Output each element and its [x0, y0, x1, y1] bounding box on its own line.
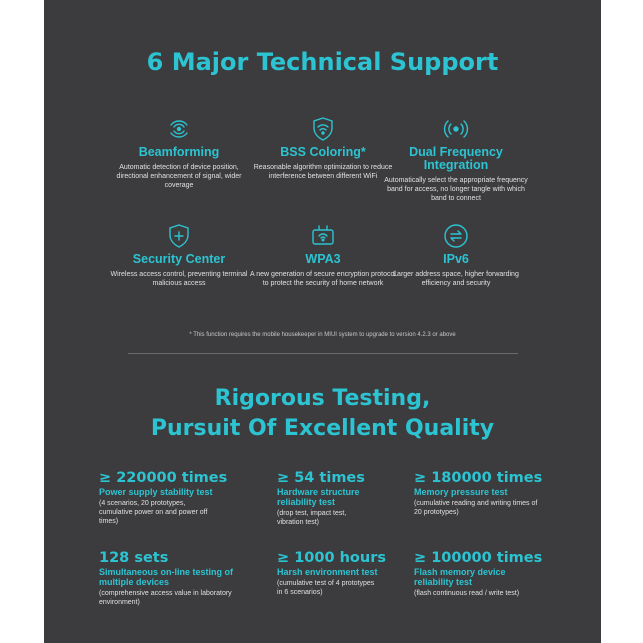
feature-bss-coloring	[248, 116, 398, 181]
feature-security-center	[104, 223, 254, 288]
stat-harsh-environment	[277, 550, 407, 597]
feature-desc: Wireless access control, preventing terminal malicious access	[110, 271, 248, 287]
beamforming-icon	[166, 116, 192, 142]
stat-value: ≥ 1000 hours	[277, 550, 386, 566]
stat-label: Harsh environment test	[277, 567, 378, 577]
feature-ipv6	[381, 223, 531, 288]
stat-value: 128 sets	[99, 550, 169, 566]
stat-value: ≥ 100000 times	[414, 550, 543, 566]
feature-title: Dual Frequency Integration	[409, 145, 503, 172]
stat-desc: (flash continuous read / write test)	[414, 590, 520, 597]
stat-value: ≥ 220000 times	[99, 470, 228, 486]
stat-label: Memory pressure test	[414, 487, 508, 497]
stat-desc: (cumulative reading and writing times of 20 prototypes)	[414, 500, 538, 516]
stat-desc: (drop test, impact test, vibration test)	[277, 510, 347, 526]
stat-power-supply	[99, 470, 259, 526]
stat-desc: (comprehensive access value in laboratory environment)	[99, 590, 232, 606]
feature-desc: Larger address space, higher forwarding efficiency and security	[393, 271, 519, 287]
section-title-technical: 6 Major Technical Support	[146, 48, 499, 76]
title-line: Pursuit Of Excellent Quality	[150, 416, 495, 441]
feature-desc: Automatic detection of device position, directional enhancement of signal, wider coverage	[116, 164, 242, 189]
stat-desc: (cumulative test of 4 prototypes in 6 scenarios)	[277, 580, 375, 596]
stat-hardware-structure	[277, 470, 397, 527]
feature-title: BSS Coloring*	[280, 145, 366, 159]
stat-memory-pressure	[414, 470, 564, 517]
section-title-testing	[44, 384, 601, 444]
stat-label: Flash memory device reliability test	[414, 567, 506, 587]
router-icon	[310, 223, 336, 249]
shield-plus-icon	[166, 223, 192, 249]
feature-title: WPA3	[305, 252, 341, 266]
feature-wpa3	[248, 223, 398, 288]
content-panel	[44, 0, 601, 643]
feature-beamforming	[104, 116, 254, 190]
stat-flash-memory	[414, 550, 574, 598]
feature-desc: Reasonable algorithm optimization to reduce interference between different WiFi	[253, 164, 393, 180]
stat-value: ≥ 180000 times	[414, 470, 543, 486]
title-line: Rigorous Testing,	[214, 386, 431, 411]
feature-desc: A new generation of secure encryption protocol to protect the security of home network	[250, 271, 396, 287]
feature-title: IPv6	[443, 252, 469, 266]
feature-dual-frequency	[381, 116, 531, 203]
wifi-shield-icon	[310, 116, 336, 142]
feature-title: Beamforming	[138, 145, 220, 159]
stat-label: Power supply stability test	[99, 487, 213, 497]
stat-simultaneous-online	[99, 550, 249, 607]
stat-label: Simultaneous on-line testing of multiple devices	[99, 567, 234, 587]
stat-desc: (4 scenarios, 20 prototypes, cumulative power on and power off times)	[99, 500, 208, 525]
stat-label: Hardware structure reliability test	[277, 487, 360, 507]
feature-title: Security Center	[132, 252, 226, 266]
feature-desc: Automatically select the appropriate frequency band for access, no longer tangle with which band to connect	[384, 177, 528, 202]
footnote: * This function requires the mobile housekeeper in MIUI system to upgrade to version 4.2.3 or above	[189, 332, 456, 338]
stat-value: ≥ 54 times	[277, 470, 365, 486]
divider	[128, 353, 518, 354]
dual-frequency-icon	[443, 116, 469, 142]
exchange-arrows-icon	[443, 223, 469, 249]
